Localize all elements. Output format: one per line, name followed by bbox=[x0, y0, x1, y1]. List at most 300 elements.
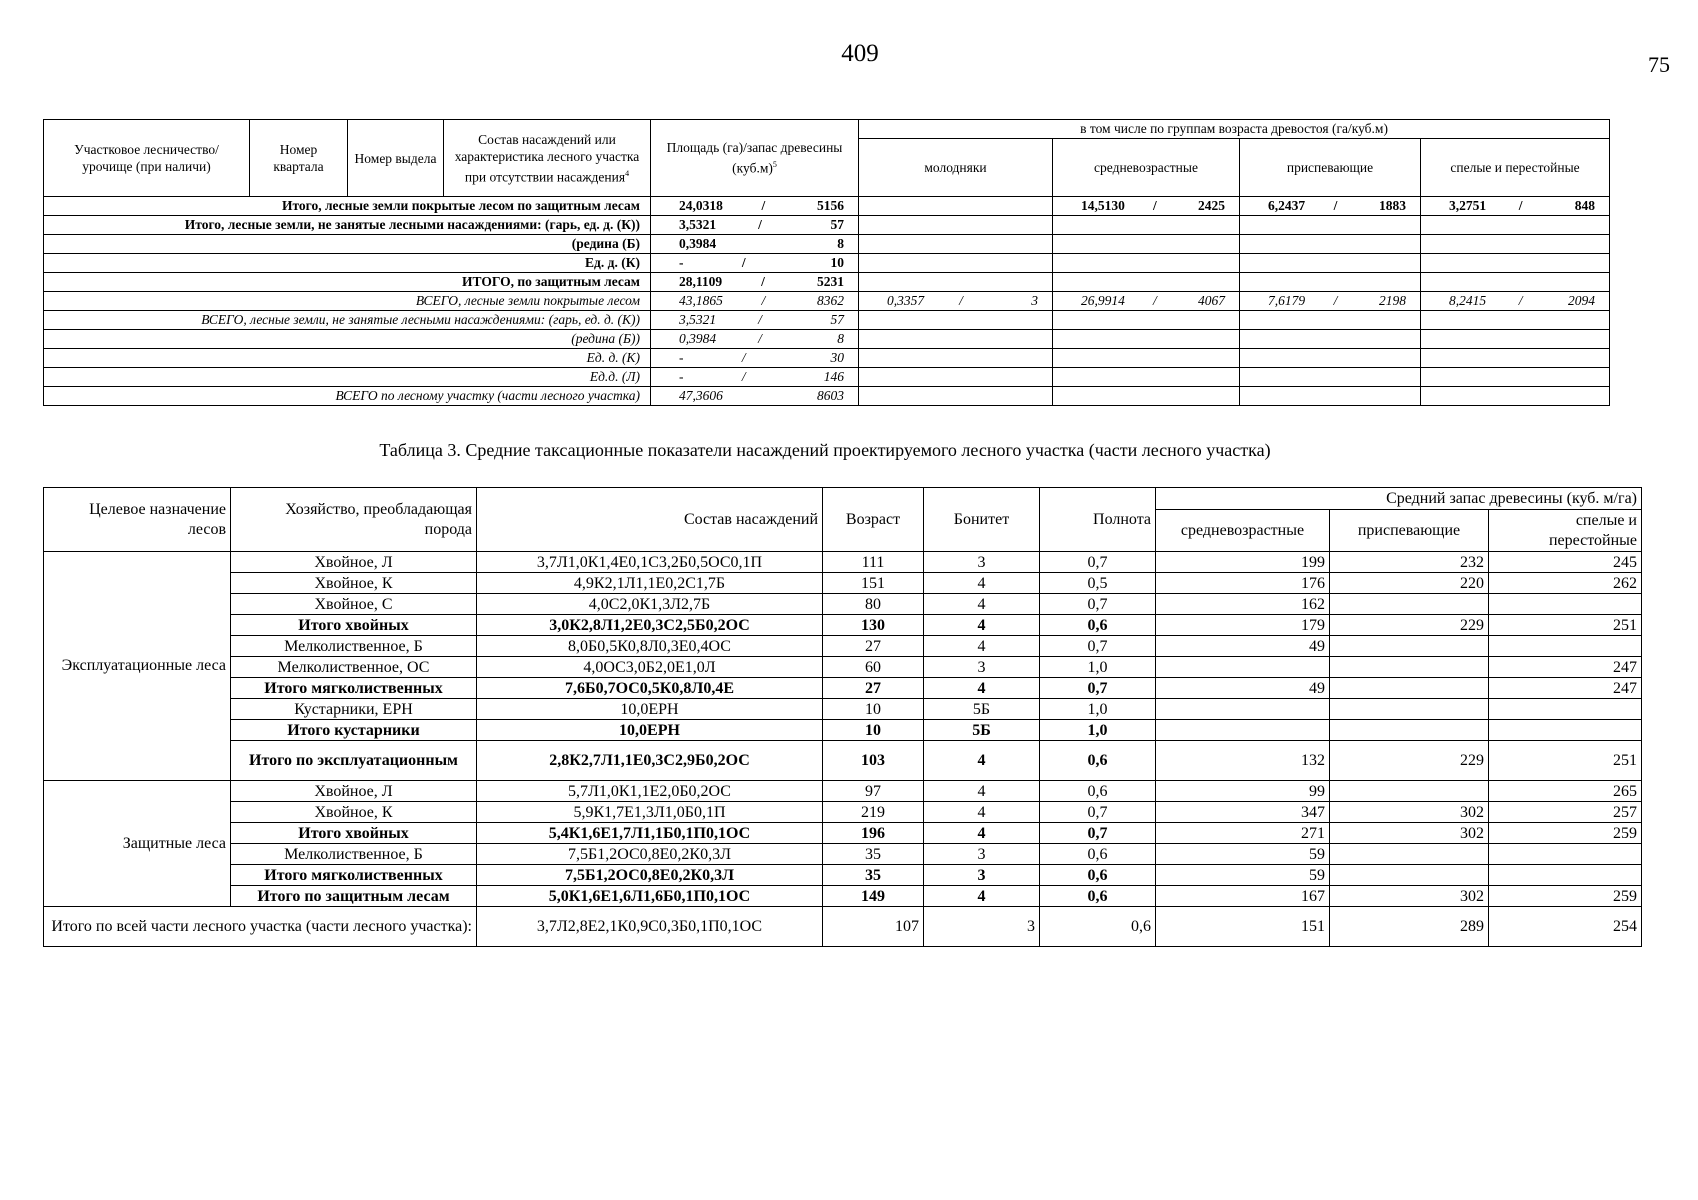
total-area-stock-stock: 5156 bbox=[817, 198, 844, 213]
ripe-stock-cell: 257 bbox=[1489, 802, 1642, 823]
header-allotment: Номер выдела bbox=[348, 120, 444, 197]
pre-mature-area-stock bbox=[1240, 330, 1421, 349]
middle-area-stock bbox=[1053, 292, 1240, 311]
composition-cell: 5,0К1,6Е1,6Л1,6Б0,1П0,1ОС bbox=[477, 886, 823, 907]
young-area-stock bbox=[859, 349, 1053, 368]
total-area-stock-pair bbox=[655, 387, 854, 405]
header-composition: Состав насаждений или характеристика лесного участка при отсутствии насаждения$^4$ bbox=[444, 120, 651, 197]
header-fullness: Полнота bbox=[1040, 488, 1156, 552]
composition-cell: 7,5Б1,2ОС0,8Е0,2К0,3Л bbox=[477, 865, 823, 886]
header-stand-composition: Состав насаждений bbox=[477, 488, 823, 552]
middle-area-stock bbox=[1053, 197, 1240, 216]
total-area-stock-separator bbox=[753, 387, 773, 405]
total-area-stock-separator: / bbox=[758, 331, 762, 346]
header-purpose: Целевое назначение лесов bbox=[44, 488, 231, 552]
fullness-cell: 0,7 bbox=[1040, 678, 1156, 699]
total-area-stock-stock: 146 bbox=[823, 369, 844, 384]
table-row bbox=[44, 844, 1642, 865]
mature-area-stock bbox=[1421, 216, 1610, 235]
ripe-stock-cell bbox=[1489, 636, 1642, 657]
composition-cell: 3,0К2,8Л1,2Е0,3С2,5Б0,2ОС bbox=[477, 615, 823, 636]
pre-stock-cell: 229 bbox=[1330, 615, 1489, 636]
farm-cell: Хвойное, Л bbox=[231, 781, 477, 802]
farm-cell: Хвойное, С bbox=[231, 594, 477, 615]
pre-mature-area-stock bbox=[1240, 216, 1421, 235]
fullness-cell: 1,0 bbox=[1040, 657, 1156, 678]
header-young: молодняки bbox=[859, 139, 1053, 197]
total-area-stock-pair bbox=[655, 368, 854, 386]
total-area-stock-pair bbox=[655, 292, 854, 310]
table-row bbox=[44, 235, 1610, 254]
row-label: (редина (Б) bbox=[44, 235, 651, 254]
pre-mature-area-stock-pair bbox=[1244, 197, 1416, 215]
table-caption: Таблица 3. Средние таксационные показатели насаждений проектируемого лесного участка (части лесного участка) bbox=[379, 440, 1271, 460]
ripe-stock-cell bbox=[1489, 720, 1642, 741]
total-area-stock-stock: 5231 bbox=[816, 274, 844, 289]
total-area-stock-stock: 8603 bbox=[817, 388, 844, 403]
row-label: ВСЕГО, лесные земли покрытые лесом bbox=[44, 292, 651, 311]
composition-cell: 8,0Б0,5К0,8Л0,3Е0,4ОС bbox=[477, 636, 823, 657]
total-area-stock-stock: 57 bbox=[830, 312, 844, 327]
middle-area-stock bbox=[1053, 216, 1240, 235]
bonitet-cell: 4 bbox=[924, 573, 1040, 594]
mature-area-stock-stock: 2094 bbox=[1568, 293, 1596, 308]
table-row bbox=[44, 865, 1642, 886]
mature-area-stock bbox=[1421, 235, 1610, 254]
table-row bbox=[44, 720, 1642, 741]
young-area-stock-area: 0,3357 bbox=[887, 293, 925, 308]
middle-area-stock-pair bbox=[1057, 197, 1235, 215]
total-area-stock-area: 3,5321 bbox=[679, 217, 717, 232]
total-area-stock-separator: / bbox=[761, 198, 766, 213]
pre-mature-area-stock bbox=[1240, 235, 1421, 254]
mature-area-stock bbox=[1421, 368, 1610, 387]
fullness-cell: 0,6 bbox=[1040, 615, 1156, 636]
row-label: Ед. д. (К) bbox=[44, 349, 651, 368]
bonitet-cell: 4 bbox=[924, 615, 1040, 636]
farm-cell: Хвойное, К bbox=[231, 573, 477, 594]
header-mature: спелые и перестойные bbox=[1421, 139, 1610, 197]
bonitet-cell: 3 bbox=[924, 552, 1040, 573]
fullness-cell: 0,5 bbox=[1040, 573, 1156, 594]
farm-cell: Мелколиственное, ОС bbox=[231, 657, 477, 678]
age-cell: 27 bbox=[823, 636, 924, 657]
total-area-stock-pair bbox=[655, 197, 854, 215]
row-label: ВСЕГО, лесные земли, не занятые лесными насаждениями: (гарь, ед. д. (К)) bbox=[44, 311, 651, 330]
pre-mature-area-stock-pair bbox=[1244, 292, 1416, 310]
mid-stock-cell: 151 bbox=[1156, 907, 1330, 947]
composition-cell: 10,0ЕРН bbox=[477, 720, 823, 741]
table1-body bbox=[44, 197, 1610, 406]
middle-area-stock bbox=[1053, 254, 1240, 273]
mature-area-stock bbox=[1421, 330, 1610, 349]
header-bonitet: Бонитет bbox=[924, 488, 1040, 552]
bonitet-cell: 3 bbox=[924, 657, 1040, 678]
farm-cell: Хвойное, К bbox=[231, 802, 477, 823]
ripe-stock-cell: 259 bbox=[1489, 886, 1642, 907]
composition-cell: 4,9К2,1Л1,1Е0,2С1,7Б bbox=[477, 573, 823, 594]
fullness-cell: 0,7 bbox=[1040, 594, 1156, 615]
total-area-stock-stock: 30 bbox=[830, 350, 844, 365]
bonitet-cell: 4 bbox=[924, 594, 1040, 615]
ripe-stock-cell: 259 bbox=[1489, 823, 1642, 844]
mature-area-stock bbox=[1421, 349, 1610, 368]
total-area-stock-stock: 10 bbox=[830, 255, 844, 270]
ripe-stock-cell: 262 bbox=[1489, 573, 1642, 594]
composition-cell: 4,0ОС3,0Б2,0Е1,0Л bbox=[477, 657, 823, 678]
total-area-stock-pair bbox=[655, 235, 854, 253]
young-area-stock bbox=[859, 292, 1053, 311]
middle-area-stock-area: 26,9914 bbox=[1081, 293, 1125, 308]
total-area-stock-separator: / bbox=[758, 312, 762, 327]
total-area-stock bbox=[651, 254, 859, 273]
row-label: ВСЕГО по лесному участку (части лесного участка) bbox=[44, 387, 651, 406]
pre-stock-cell: 302 bbox=[1330, 823, 1489, 844]
age-cell: 196 bbox=[823, 823, 924, 844]
header-pre-mature: приспевающие bbox=[1240, 139, 1421, 197]
age-cell: 107 bbox=[823, 907, 924, 947]
total-area-stock-area: 28,1109 bbox=[679, 274, 723, 289]
mature-area-stock bbox=[1421, 273, 1610, 292]
table-row bbox=[44, 197, 1610, 216]
mature-area-stock-stock: 848 bbox=[1574, 198, 1596, 213]
bonitet-cell: 4 bbox=[924, 781, 1040, 802]
total-area-stock bbox=[651, 387, 859, 406]
age-cell: 151 bbox=[823, 573, 924, 594]
bonitet-cell: 3 bbox=[924, 907, 1040, 947]
ripe-stock-cell: 247 bbox=[1489, 678, 1642, 699]
middle-area-stock bbox=[1053, 273, 1240, 292]
farm-cell: Мелколиственное, Б bbox=[231, 636, 477, 657]
composition-cell: 7,6Б0,7ОС0,5К0,8Л0,4Е bbox=[477, 678, 823, 699]
fullness-cell: 0,7 bbox=[1040, 823, 1156, 844]
composition-cell: 3,7Л1,0К1,4Е0,1С3,2Б0,5ОС0,1П bbox=[477, 552, 823, 573]
total-area-stock-area: - bbox=[679, 255, 684, 270]
composition-cell: 3,7Л2,8Е2,1К0,9С0,3Б0,1П0,1ОС bbox=[477, 907, 823, 947]
middle-area-stock bbox=[1053, 235, 1240, 254]
mid-stock-cell: 176 bbox=[1156, 573, 1330, 594]
table-taxation-indicators bbox=[43, 487, 1642, 947]
young-area-stock bbox=[859, 273, 1053, 292]
total-area-stock-area: 43,1865 bbox=[679, 293, 723, 308]
young-area-stock bbox=[859, 330, 1053, 349]
purpose-group: Защитные леса bbox=[44, 781, 231, 907]
mid-stock-cell bbox=[1156, 699, 1330, 720]
table-row bbox=[44, 741, 1642, 781]
pre-stock-cell bbox=[1330, 636, 1489, 657]
total-area-stock-pair bbox=[655, 349, 854, 367]
pre-stock-cell bbox=[1330, 699, 1489, 720]
total-area-stock-pair bbox=[655, 330, 854, 348]
table-row bbox=[44, 292, 1610, 311]
table-row bbox=[44, 254, 1610, 273]
composition-cell: 5,9К1,7Е1,3Л1,0Б0,1П bbox=[477, 802, 823, 823]
mid-stock-cell: 132 bbox=[1156, 741, 1330, 781]
total-area-stock-separator: / bbox=[761, 293, 766, 308]
mature-area-stock-separator: / bbox=[1518, 198, 1523, 213]
total-area-stock-stock: 8 bbox=[837, 331, 844, 346]
middle-area-stock bbox=[1053, 387, 1240, 406]
farm-cell: Кустарники, ЕРН bbox=[231, 699, 477, 720]
age-cell: 111 bbox=[823, 552, 924, 573]
total-area-stock-pair bbox=[655, 273, 854, 291]
page-number-right: 75 bbox=[1648, 52, 1670, 77]
middle-area-stock-separator: / bbox=[1153, 198, 1157, 213]
total-area-stock bbox=[651, 273, 859, 292]
table-row bbox=[44, 349, 1610, 368]
mature-area-stock-pair bbox=[1425, 292, 1605, 310]
total-label: Итого по всей части лесного участка (части лесного участка): bbox=[44, 907, 477, 947]
total-area-stock-separator: / bbox=[758, 217, 762, 232]
pre-mature-area-stock-area: 7,6179 bbox=[1268, 293, 1306, 308]
mid-stock-cell: 59 bbox=[1156, 865, 1330, 886]
pre-stock-cell bbox=[1330, 678, 1489, 699]
header-area-stock: Площадь (га)/запас древесины $(куб.м)^5$ bbox=[651, 120, 859, 197]
fullness-cell: 0,7 bbox=[1040, 552, 1156, 573]
table-row bbox=[44, 678, 1642, 699]
middle-area-stock bbox=[1053, 330, 1240, 349]
bonitet-cell: 4 bbox=[924, 678, 1040, 699]
header-middle-aged: средневозрастные bbox=[1053, 139, 1240, 197]
purpose-group: Эксплуатационные леса bbox=[44, 552, 231, 781]
farm-cell: Итого хвойных bbox=[231, 615, 477, 636]
pre-mature-area-stock bbox=[1240, 387, 1421, 406]
pre-stock-cell: 302 bbox=[1330, 802, 1489, 823]
table-row bbox=[44, 311, 1610, 330]
mid-stock-cell: 49 bbox=[1156, 636, 1330, 657]
age-cell: 60 bbox=[823, 657, 924, 678]
mid-stock-cell: 347 bbox=[1156, 802, 1330, 823]
age-cell: 97 bbox=[823, 781, 924, 802]
ripe-stock-cell: 245 bbox=[1489, 552, 1642, 573]
total-area-stock-pair bbox=[655, 216, 854, 234]
total-area-stock bbox=[651, 349, 859, 368]
pre-stock-cell: 220 bbox=[1330, 573, 1489, 594]
total-area-stock bbox=[651, 216, 859, 235]
ripe-stock-cell bbox=[1489, 844, 1642, 865]
total-area-stock-area: 3,5321 bbox=[679, 312, 717, 327]
farm-cell: Итого мягколиственных bbox=[231, 678, 477, 699]
header-average-stock: Средний запас древесины (куб. м/га) bbox=[1156, 488, 1642, 510]
young-area-stock bbox=[859, 311, 1053, 330]
bonitet-cell: 4 bbox=[924, 823, 1040, 844]
header-forestry: Участковое лесничество/ урочище (при наличи) bbox=[44, 120, 250, 197]
composition-cell: 2,8К2,7Л1,1Е0,3С2,9Б0,2ОС bbox=[477, 741, 823, 781]
table-row bbox=[44, 636, 1642, 657]
young-area-stock bbox=[859, 254, 1053, 273]
young-area-stock-pair bbox=[863, 292, 1048, 310]
pre-stock-cell bbox=[1330, 844, 1489, 865]
mature-area-stock-area: 3,2751 bbox=[1449, 198, 1487, 213]
mature-area-stock-pair bbox=[1425, 197, 1605, 215]
table-row bbox=[44, 216, 1610, 235]
table-row bbox=[44, 368, 1610, 387]
middle-area-stock-pair bbox=[1057, 292, 1235, 310]
total-area-stock-pair bbox=[655, 254, 854, 272]
mature-area-stock bbox=[1421, 311, 1610, 330]
table-row bbox=[44, 781, 1642, 802]
bonitet-cell: 5Б bbox=[924, 699, 1040, 720]
total-area-stock bbox=[651, 197, 859, 216]
header-pre-mature: приспевающие bbox=[1330, 510, 1489, 552]
pre-mature-area-stock-separator: / bbox=[1333, 293, 1338, 308]
mid-stock-cell: 179 bbox=[1156, 615, 1330, 636]
table-row bbox=[44, 699, 1642, 720]
composition-cell: 7,5Б1,2ОС0,8Е0,2К0,3Л bbox=[477, 844, 823, 865]
mid-stock-cell: 162 bbox=[1156, 594, 1330, 615]
farm-cell: Итого по защитным лесам bbox=[231, 886, 477, 907]
pre-stock-cell bbox=[1330, 865, 1489, 886]
mid-stock-cell bbox=[1156, 720, 1330, 741]
age-cell: 35 bbox=[823, 844, 924, 865]
total-area-stock-stock: 57 bbox=[830, 217, 844, 232]
table-row bbox=[44, 594, 1642, 615]
header-middle-aged: средневозрастные bbox=[1156, 510, 1330, 552]
age-cell: 27 bbox=[823, 678, 924, 699]
table-row bbox=[44, 387, 1610, 406]
total-area-stock-area: - bbox=[679, 350, 684, 365]
total-area-stock-area: 0,3984 bbox=[679, 331, 717, 346]
row-label: Итого, лесные земли, не занятые лесными насаждениями: (гарь, ед. д. (К)) bbox=[44, 216, 651, 235]
mature-area-stock bbox=[1421, 292, 1610, 311]
middle-area-stock-area: 14,5130 bbox=[1081, 198, 1125, 213]
total-area-stock bbox=[651, 311, 859, 330]
age-cell: 130 bbox=[823, 615, 924, 636]
young-area-stock-stock: 3 bbox=[1031, 293, 1038, 308]
row-label: Ед.д. (Л) bbox=[44, 368, 651, 387]
young-area-stock-separator: / bbox=[959, 293, 963, 308]
total-area-stock-separator: / bbox=[761, 274, 765, 289]
fullness-cell: 0,7 bbox=[1040, 802, 1156, 823]
young-area-stock bbox=[859, 368, 1053, 387]
young-area-stock bbox=[859, 235, 1053, 254]
table-row bbox=[44, 615, 1642, 636]
pre-stock-cell bbox=[1330, 594, 1489, 615]
total-area-stock-separator: / bbox=[741, 255, 746, 270]
fullness-cell: 0,6 bbox=[1040, 865, 1156, 886]
middle-area-stock bbox=[1053, 368, 1240, 387]
ripe-stock-cell: 251 bbox=[1489, 615, 1642, 636]
table-forest-area-summary bbox=[43, 119, 1610, 406]
pre-mature-area-stock bbox=[1240, 273, 1421, 292]
bonitet-cell: 3 bbox=[924, 844, 1040, 865]
total-area-stock-area: 47,3606 bbox=[679, 388, 723, 403]
middle-area-stock bbox=[1053, 311, 1240, 330]
young-area-stock bbox=[859, 197, 1053, 216]
total-area-stock-separator: / bbox=[741, 350, 746, 365]
composition-cell: 4,0С2,0К1,3Л2,7Б bbox=[477, 594, 823, 615]
row-label: ИТОГО, по защитным лесам bbox=[44, 273, 651, 292]
table-row bbox=[44, 802, 1642, 823]
age-cell: 149 bbox=[823, 886, 924, 907]
pre-stock-cell: 229 bbox=[1330, 741, 1489, 781]
farm-cell: Итого мягколиственных bbox=[231, 865, 477, 886]
pre-stock-cell: 289 bbox=[1330, 907, 1489, 947]
fullness-cell: 0,6 bbox=[1040, 907, 1156, 947]
total-area-stock-stock: 8 bbox=[837, 236, 844, 251]
table-row bbox=[44, 273, 1610, 292]
pre-mature-area-stock bbox=[1240, 311, 1421, 330]
total-area-stock-area: 24,0318 bbox=[679, 198, 723, 213]
mid-stock-cell: 271 bbox=[1156, 823, 1330, 844]
table-row-total bbox=[44, 907, 1642, 947]
bonitet-cell: 4 bbox=[924, 636, 1040, 657]
pre-mature-area-stock-separator: / bbox=[1333, 198, 1338, 213]
age-cell: 10 bbox=[823, 720, 924, 741]
mature-area-stock bbox=[1421, 197, 1610, 216]
farm-cell: Итого по эксплуатационным bbox=[231, 741, 477, 781]
total-area-stock-area: 0,3984 bbox=[679, 236, 717, 251]
ripe-stock-cell bbox=[1489, 594, 1642, 615]
age-cell: 35 bbox=[823, 865, 924, 886]
young-area-stock bbox=[859, 387, 1053, 406]
mature-area-stock bbox=[1421, 387, 1610, 406]
total-area-stock bbox=[651, 368, 859, 387]
age-cell: 103 bbox=[823, 741, 924, 781]
middle-area-stock-stock: 4067 bbox=[1198, 293, 1225, 308]
fullness-cell: 1,0 bbox=[1040, 699, 1156, 720]
age-cell: 80 bbox=[823, 594, 924, 615]
fullness-cell: 1,0 bbox=[1040, 720, 1156, 741]
mature-area-stock-separator: / bbox=[1518, 293, 1523, 308]
row-label: (редина (Б)) bbox=[44, 330, 651, 349]
composition-cell: 5,4К1,6Е1,7Л1,1Б0,1П0,1ОС bbox=[477, 823, 823, 844]
pre-stock-cell bbox=[1330, 781, 1489, 802]
farm-cell: Итого кустарники bbox=[231, 720, 477, 741]
row-label: Ед. д. (К) bbox=[44, 254, 651, 273]
mid-stock-cell: 167 bbox=[1156, 886, 1330, 907]
pre-mature-area-stock-stock: 1883 bbox=[1379, 198, 1406, 213]
pre-mature-area-stock bbox=[1240, 292, 1421, 311]
total-area-stock bbox=[651, 235, 859, 254]
header-mature: спелые и перестойные bbox=[1489, 510, 1642, 552]
mid-stock-cell: 59 bbox=[1156, 844, 1330, 865]
total-area-stock-area: - bbox=[679, 369, 684, 384]
total-area-stock bbox=[651, 330, 859, 349]
bonitet-cell: 3 bbox=[924, 865, 1040, 886]
bonitet-cell: 4 bbox=[924, 741, 1040, 781]
pre-stock-cell: 232 bbox=[1330, 552, 1489, 573]
mature-area-stock-area: 8,2415 bbox=[1449, 293, 1487, 308]
pre-mature-area-stock-stock: 2198 bbox=[1379, 293, 1406, 308]
ripe-stock-cell: 254 bbox=[1489, 907, 1642, 947]
header-quarter: Номер квартала bbox=[250, 120, 348, 197]
farm-cell: Мелколиственное, Б bbox=[231, 844, 477, 865]
pre-mature-area-stock bbox=[1240, 254, 1421, 273]
table-row bbox=[44, 552, 1642, 573]
bonitet-cell: 5Б bbox=[924, 720, 1040, 741]
table2-body bbox=[44, 552, 1642, 947]
mid-stock-cell: 199 bbox=[1156, 552, 1330, 573]
page-number-center: 409 bbox=[841, 40, 879, 67]
table-row bbox=[44, 823, 1642, 844]
fullness-cell: 0,7 bbox=[1040, 636, 1156, 657]
ripe-stock-cell: 265 bbox=[1489, 781, 1642, 802]
middle-area-stock-stock: 2425 bbox=[1198, 198, 1225, 213]
ripe-stock-cell: 247 bbox=[1489, 657, 1642, 678]
composition-cell: 10,0ЕРН bbox=[477, 699, 823, 720]
age-cell: 10 bbox=[823, 699, 924, 720]
pre-mature-area-stock bbox=[1240, 349, 1421, 368]
mid-stock-cell bbox=[1156, 657, 1330, 678]
table-row bbox=[44, 330, 1610, 349]
mid-stock-cell: 49 bbox=[1156, 678, 1330, 699]
age-cell: 219 bbox=[823, 802, 924, 823]
header-age-groups: в том числе по группам возраста древостоя (га/куб.м) bbox=[859, 120, 1610, 139]
farm-cell: Хвойное, Л bbox=[231, 552, 477, 573]
header-farm: Хозяйство, преобладающая порода bbox=[231, 488, 477, 552]
row-label: Итого, лесные земли покрытые лесом по защитным лесам bbox=[44, 197, 651, 216]
